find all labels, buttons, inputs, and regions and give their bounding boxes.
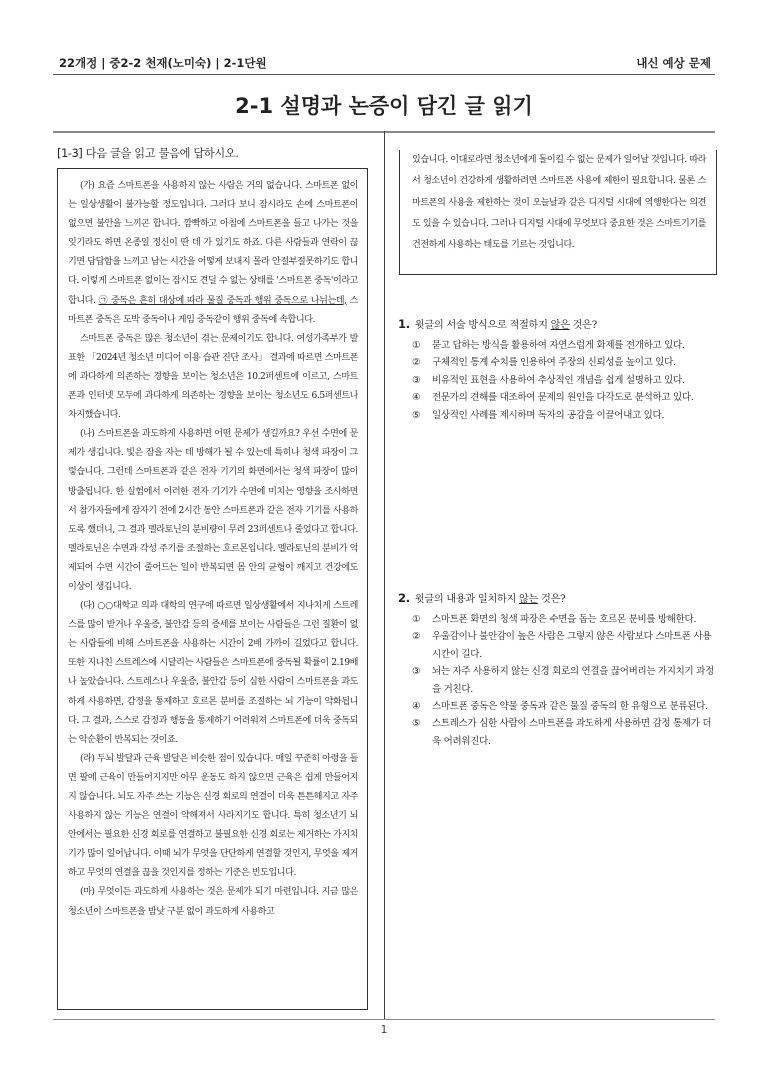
- passage-paragraph: (나) 스마트폰을 과도하게 사용하면 어떤 문제가 생길까요? 우선 수면에 문제가 생깁니다. 빛은 잠을 자는 데 방해가 될 수 있는데 특히나 청색 파장이 그렇습니다. 그런데 스마트폰과 같은 전자 기기의 화면에서는 청색 파장이 많이 방출됩니다. 한 실험에서 이러한 전자 기기가 수면에 미치는 영향을 조사하면서 참가자들에게 잠자기 전에 2시간 동안 스마트폰과 같은 전자 기기를 사용하도록 했더니, 그 결과 멜라토닌의 분비량이 무려 23퍼센트나 줄었다고 합니다. 멜라토닌은 수면과 각성 주기를 조절하는 호르몬입니다. 멜라토닌의 분비가 억제되어 수면 시간이 줄어드는 일이 반복되면 몸 안의 균형이 깨지고 건강에도 이상이 생깁니다.: [68, 429, 358, 592]
- page-number: 1: [380, 1023, 388, 1036]
- question-stem: 2. 윗글의 내용과 일치하지 않는 것은?: [398, 591, 566, 605]
- passage-paragraph: (라) 두뇌 발달과 근육 발달은 비슷한 점이 있습니다. 매일 꾸준히 아령을 들면 팔에 근육이 만들어지지만 아무 운동도 하지 않으면 근육은 쉽게 만들어지지 않습니다. 뇌도 자주 쓰는 기능은 신경 회로의 연결이 더욱 튼튼해지고 자주 사용하지 않는 기능은 연결이 약해져서 사라지기도 합니다. 특히 청소년기 뇌 안에서는 필요한 신경 회로를 연결하고 불필요한 신경 회로는 제거하는 가지치기가 많이 일어납니다. 이때 뇌가 무엇을 단단하게 연결할 것인지, 무엇을 제거하고 무엇의 연결을 끊을 것인지를 정하는 기준은 빈도입니다.: [68, 753, 358, 879]
- passage-paragraph: (가) 요즘 스마트폰을 사용하지 않는 사람은 거의 없습니다. 스마트폰 없이는 일상생활이 불가능할 정도입니다. 그러다 보니 잠시라도 손에 스마트폰이 없으면 불안을 느끼곤 합니다. 깜빡하고 아침에 스마트폰을 들고 나가는 것을 잊기라도 하면 온종일 정신이 딴 데 가 있기도 하죠. 다른 사람들과 연락이 끊기면 답답함을 느끼고 남는 시간을 어떻게 보내지 몰라 안절부절못하기도 합니다. 이렇게 스마트폰 없이는 잠시도 견딜 수 없는 상태를 '스마트폰 중독'이라고 합니다. ㉠ 중독은 흔히 대상에 따라 물질 중독과 행위 중독으로 나뉘는데, 스마트폰 중독은 도박 중독이나 게임 중독같이 행위 중독에 속합니다.: [68, 181, 358, 325]
- answer-option[interactable]: ④ 전문가의 견해를 대조하여 문제의 원인을 다각도로 분석하고 있다.: [412, 392, 694, 404]
- answer-option[interactable]: ② 우울감이나 불안감이 높은 사람은 그렇지 않은 사람보다 스마트폰 사용 시간이 길다.: [412, 631, 712, 660]
- passage-paragraph: 있습니다. 이대로라면 청소년에게 돌이킬 수 없는 문제가 일어날 것입니다. 따라서 청소년이 건강하게 생활하려면 스마트폰 사용에 제한이 필요합니다. 물론 스마트폰의 사용을 제한하는 것이 오늘날과 같은 디지털 시대에 역행한다는 의견도 있을 수 있습니다. 그러나 디지털 시대에 무엇보다 중요한 것은 스마트기기를 건전하게 사용하는 태도를 기르는 것입니다.: [412, 155, 706, 251]
- question-stem: 1. 윗글의 서술 방식으로 적절하지 않은 것은?: [398, 317, 597, 331]
- passage-paragraph: (다) ○○대학교 의과 대학의 연구에 따르면 일상생활에서 지나치게 스트레스를 많이 받거나 우울증, 불안감 등의 증세를 보이는 사람들은 그런 질환이 없는 사람들에 비해 스마트폰을 사용하는 시간이 2배 가까이 길었다고 합니다. 또한 지나친 스트레스에 시달리는 사람들은 스마트폰에 중독될 확률이 2.19배나 높았습니다. 스트레스나 우울증, 불안감 등이 심한 사람이 스마트폰을 과도하게 사용하면, 감정을 통제하고 호르몬 분비를 조절하는 뇌 기능이 약화됩니다. 그 결과, 스스로 감정과 행동을 통제하기 어려워져 스마트폰에 더욱 중독되는 악순환이 반복되는 것이죠.: [68, 601, 358, 745]
- question-2: [398, 590, 716, 750]
- question-number: 1.: [398, 317, 410, 331]
- question-number: 2.: [398, 591, 410, 605]
- answer-option[interactable]: ⑤ 스트레스가 심한 사람이 스마트폰을 과도하게 사용하면 감정 통제가 더욱 어려워진다.: [412, 718, 712, 747]
- passage-paragraph: (마) 무엇이든 과도하게 사용하는 것은 문제가 되기 마련입니다. 지금 많은 청소년이 스마트폰을 밤낮 구분 없이 과도하게 사용하고: [68, 887, 358, 917]
- reading-passage: [57, 168, 368, 1010]
- header-divider: [53, 74, 715, 75]
- answer-option[interactable]: ⑤ 일상적인 사례를 제시하며 독자의 공감을 이끌어내고 있다.: [412, 409, 665, 421]
- answer-option[interactable]: ③ 비유적인 표현을 사용하여 추상적인 개념을 쉽게 설명하고 있다.: [412, 374, 685, 386]
- question-instruction: [1-3] 다음 글을 읽고 물음에 답하시오.: [57, 147, 239, 160]
- header-exam-type: 내신 예상 문제: [636, 56, 711, 70]
- page-header: [53, 52, 715, 72]
- answer-option[interactable]: ② 구체적인 통계 수치를 인용하여 주장의 신뢰성을 높이고 있다.: [412, 357, 676, 369]
- page-title: 2-1 설명과 논증이 담긴 글 읽기: [235, 94, 533, 118]
- answer-option[interactable]: ① 묻고 답하는 방식을 활용하여 자연스럽게 화제를 전개하고 있다.: [412, 340, 685, 351]
- question-1: [398, 316, 716, 424]
- column-divider: [384, 131, 385, 1019]
- header-course-info: 22개정 | 중2-2 천재(노미숙) | 2-1단원: [59, 56, 267, 70]
- passage-paragraph: 스마트폰 중독은 많은 청소년이 겪는 문제이기도 합니다. 여성가족부가 발표한 「2024년 청소년 미디어 이용 습관 진단 조사」 결과에 따르면 스마트폰에 과다하게 의존하는 경향을 보이는 청소년은 10.2퍼센트에 이르고, 스마트폰과 인터넷 모두에 과다하게 의존하는 경향을 보이는 청소년도 6.5퍼센트나 차지했습니다.: [68, 333, 358, 421]
- answer-option[interactable]: ① 스마트폰 화면의 청색 파장은 수면을 돕는 호르몬 분비를 방해한다.: [412, 614, 697, 625]
- underlined-sentence: ㉠ 중독은 흔히 대상에 따라 물질 중독과 행위 중독으로 나뉘는데,: [98, 295, 347, 306]
- reading-passage-continued: [399, 150, 717, 275]
- answer-option[interactable]: ④ 스마트폰 중독은 약물 중독과 같은 물질 중독의 한 유형으로 분류된다.: [412, 701, 708, 713]
- answer-option[interactable]: ③ 뇌는 자주 사용하지 않는 신경 회로의 연결을 끊어버리는 가지치기 과정을 거친다.: [412, 666, 714, 695]
- footer-divider: [53, 1019, 715, 1020]
